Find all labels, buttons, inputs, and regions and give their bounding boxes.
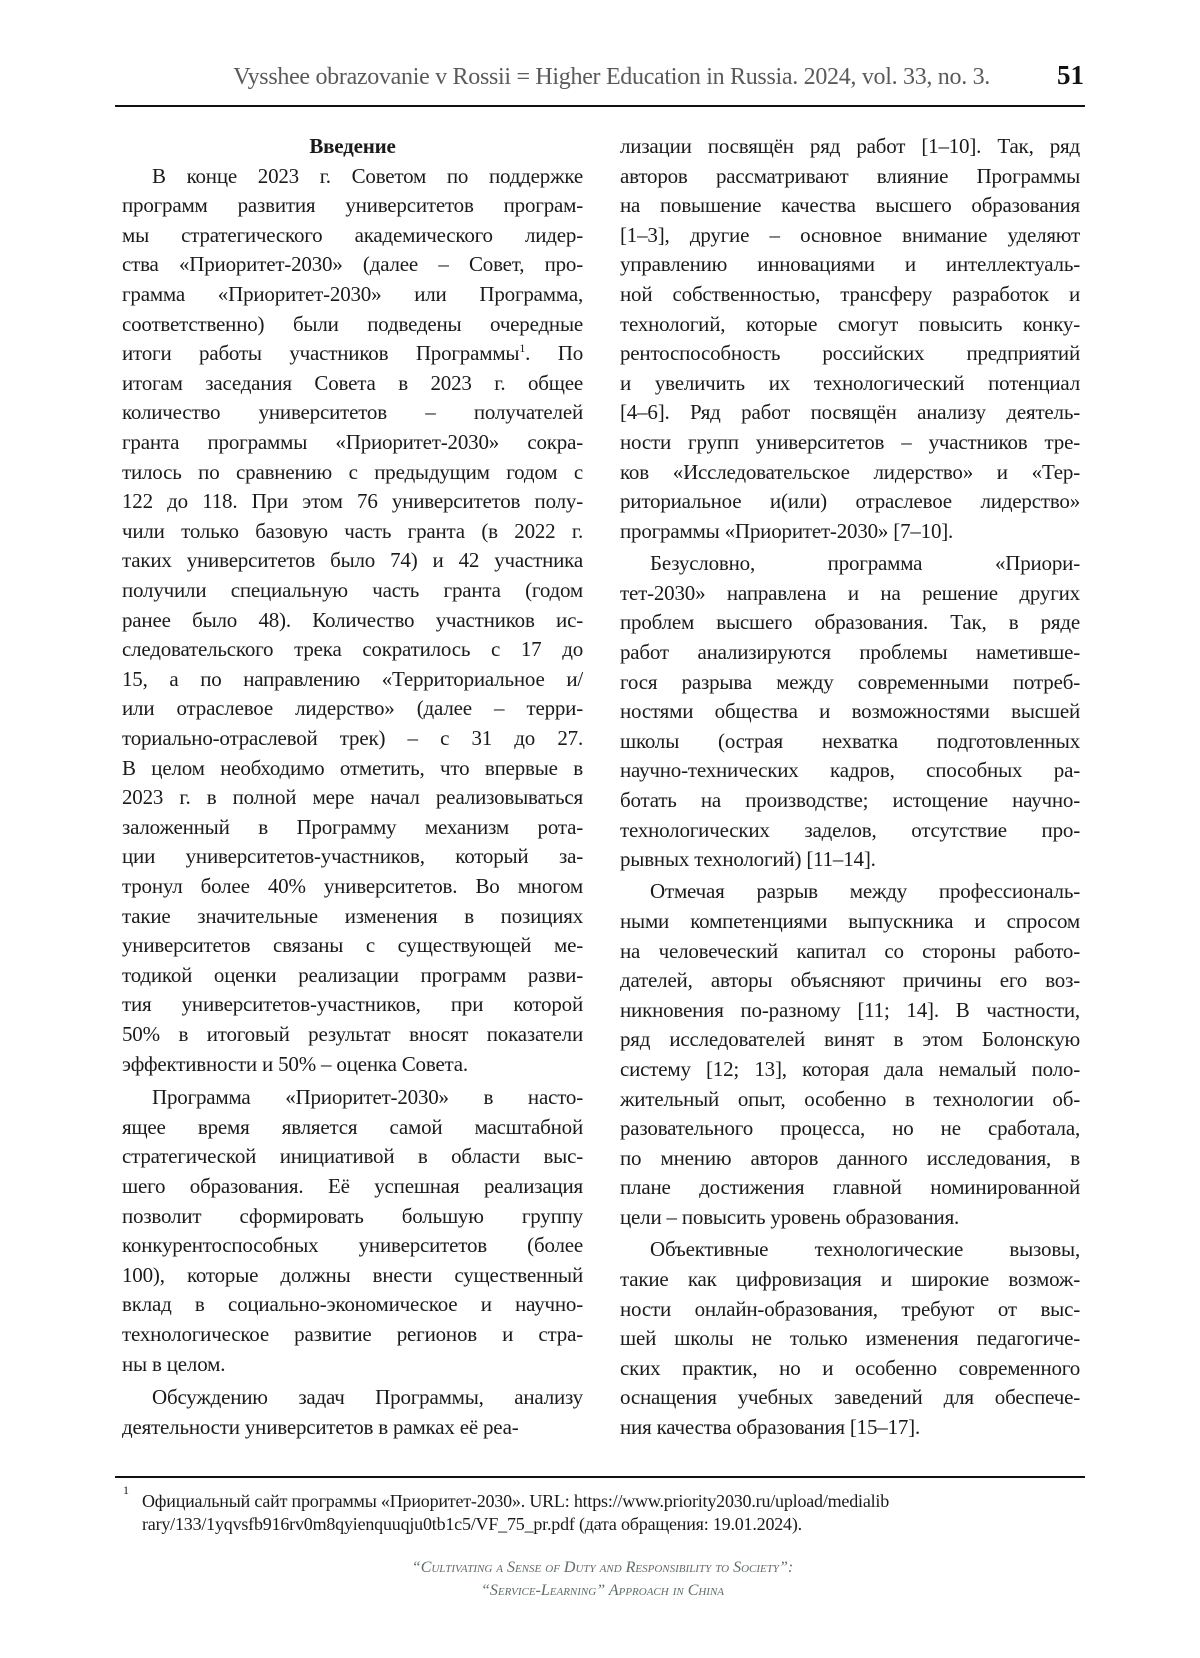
text-line: жительный опыт, особенно в технологии об- [620, 1086, 1080, 1111]
section-heading: Введение [309, 134, 396, 158]
text-line [122, 338, 583, 368]
text-segment: итоги работы участников Программы [122, 341, 520, 366]
text-line: ряд исследователей винят в этом Болонскую [620, 1027, 1080, 1052]
text-line: В целом необходимо отметить, что впервые в [122, 755, 583, 780]
text-line: авторов рассматривают влияние Программы [620, 163, 1080, 188]
text-line: ков «Исследовательское лидерство» и «Тер- [620, 459, 1080, 484]
text-line: школы (острая нехватка подготовленных [620, 728, 1080, 753]
text-line: или отраслевое лидерство» (далее – терри- [122, 696, 583, 721]
text-line: В конце 2023 г. Советом по поддержке [152, 163, 583, 188]
text-line: систему [12; 13], которая дала немалый поло- [620, 1057, 1080, 1081]
text-line: никновения по-разному [11; 14]. В частности, [620, 997, 1080, 1022]
text-line: [4–6]. Ряд работ посвящён анализу деятель- [620, 400, 1080, 425]
text-line: количество университетов – получателей [122, 400, 583, 425]
text-line: конкурентоспособных университетов (более [122, 1233, 583, 1258]
text-line: соответственно) были подведены очередные [122, 311, 583, 336]
text-line: Безусловно, программа «Приори- [650, 551, 1080, 576]
text-line: ности групп университетов – участников тре- [620, 430, 1080, 454]
text-line: мы стратегического академического лидер- [122, 222, 583, 247]
text-line: научно-технических кадров, способных ра- [620, 758, 1080, 783]
text-line: тет-2030» направлена и на решение других [620, 580, 1080, 605]
text-line: Обсуждению задач Программы, анализу [152, 1385, 583, 1410]
text-line: тронул более 40% университетов. Во многом [122, 874, 583, 898]
running-title-line: “Cultivating a Sense of Duty and Responsibility to Society”: [411, 1559, 794, 1576]
text-line: работ анализируются проблемы наметивше- [620, 639, 1080, 664]
text-line: эффективности и 50% – оценка Совета. [122, 1051, 468, 1076]
text-line: деятельности университетов в рамках её реа- [122, 1414, 519, 1439]
text-line: оснащения учебных заведений для обеспече- [620, 1385, 1080, 1410]
text-line: лизации посвящён ряд работ [1–10]. Так, ряд [620, 134, 1080, 158]
text-line: стратегической инициативой в области выс- [122, 1144, 583, 1169]
text-line: дателей, авторы объясняют причины его воз- [620, 968, 1080, 993]
footnote-reference[interactable]: 1 [519, 341, 526, 356]
text-line: рентоспособность российских предприятий [620, 341, 1080, 366]
text-line: [1–3], другие – основное внимание уделяют [620, 222, 1080, 247]
text-line: 100), которые должны внести существенный [122, 1262, 583, 1287]
text-line: ящее время является самой масштабной [122, 1114, 583, 1139]
text-line: рывных технологий) [11–14]. [620, 847, 876, 872]
text-line: чили только базовую часть гранта (в 2022 г. [122, 518, 583, 543]
text-line: ториально-отраслевой трек) – с 31 до 27. [122, 726, 583, 750]
text-line: ции университетов-участников, который за- [122, 844, 583, 869]
text-line: тилось по сравнению с предыдущим годом с [122, 459, 583, 484]
footnote-line: rary/133/1yqvsfb916rv0m8qyienquuqju0tb1c5/VF_75_pr.pdf (дата обращения: 19.01.2024). [142, 1514, 802, 1534]
text-line: плане достижения главной номинированной [620, 1175, 1080, 1200]
text-line: ства «Приоритет-2030» (далее – Совет, про- [122, 252, 583, 277]
text-line: итогам заседания Совета в 2023 г. общее [122, 370, 583, 395]
text-line: ными компетенциями выпускника и спросом [620, 909, 1080, 933]
text-line: шего образования. Её успешная реализация [122, 1174, 583, 1198]
text-line: на повышение качества высшего образования [620, 193, 1080, 218]
text-line: получили специальную часть гранта (годом [122, 578, 583, 602]
running-title-line: “Service-Learning” Approach in China [480, 1582, 725, 1599]
text-line: ботать на производстве; истощение научно- [620, 787, 1080, 812]
text-line: заложенный в Программу механизм рота- [122, 814, 583, 839]
text-line: следовательского трека сократилось с 17 до [122, 637, 583, 662]
text-segment: . По [525, 341, 583, 366]
text-line: гося разрыва между современными потреб- [620, 669, 1080, 694]
text-line: позволит сформировать большую группу [122, 1203, 583, 1228]
text-line: ранее было 48). Количество участников ис- [122, 607, 583, 632]
text-line: гранта программы «Приоритет-2030» сокра- [122, 430, 583, 454]
page-number: 51 [1057, 60, 1084, 90]
text-line: Объективные технологические вызовы, [650, 1237, 1080, 1262]
text-line: такие как цифровизация и широкие возмож- [620, 1266, 1080, 1291]
header-rule [115, 105, 1085, 107]
text-line: университетов связаны с существующей ме- [122, 933, 583, 958]
text-line: ностями общества и возможностями высшей [620, 699, 1080, 724]
text-line: на человеческий капитал со стороны работо- [620, 938, 1080, 963]
text-line: программ развития университетов програм- [122, 193, 583, 218]
text-line: программы «Приоритет-2030» [7–10]. [620, 518, 954, 543]
text-line: шей школы не только изменения педагогиче- [620, 1326, 1080, 1351]
footnote-rule [115, 1476, 1085, 1478]
text-line: 50% в итоговый результат вносят показатели [122, 1022, 583, 1046]
text-line: 122 до 118. При этом 76 университетов полу- [122, 489, 583, 514]
running-header: Vysshee obrazovanie v Rossii = Higher Education in Russia. 2024, vol. 33, no. 3. [233, 64, 990, 90]
footnote-mark: 1 [123, 1483, 129, 1497]
text-line: технологических заделов, отсутствие про- [620, 817, 1080, 842]
text-line: 2023 г. в полной мере начал реализовываться [122, 785, 583, 810]
text-line: ности онлайн-образования, требуют от выс- [620, 1296, 1080, 1321]
text-line: управлению инновациями и интеллектуаль- [620, 252, 1080, 277]
text-line: 15, а по направлению «Территориальное и/ [122, 666, 583, 691]
text-line: технологическое развитие регионов и стра- [122, 1322, 583, 1346]
text-line: вклад в социально-экономическое и научно- [122, 1292, 583, 1317]
footnote-line: Официальный сайт программы «Приоритет-2030». URL: https://www.priority2030.ru/upload/medialib [142, 1491, 890, 1511]
text-line: риториальное и(или) отраслевое лидерство» [620, 489, 1080, 514]
text-line: цели – повысить уровень образования. [620, 1205, 960, 1229]
text-line: тодикой оценки реализации программ разви- [122, 962, 583, 987]
text-line: ной собственностью, трансферу разработок и [620, 282, 1080, 306]
text-line: грамма «Приоритет-2030» или Программа, [122, 282, 583, 306]
text-line: такие значительные изменения в позициях [122, 903, 583, 928]
text-line: Отмечая разрыв между профессиональ- [650, 879, 1080, 904]
text-line: технологий, которые смогут повысить конку- [620, 311, 1080, 336]
text-line: ния качества образования [15–17]. [620, 1414, 921, 1439]
text-line: проблем высшего образования. Так, в ряде [620, 610, 1080, 635]
text-line: Программа «Приоритет-2030» в насто- [152, 1085, 583, 1110]
text-line: таких университетов было 74) и 42 участника [122, 548, 583, 573]
text-line: ны в целом. [122, 1351, 226, 1376]
text-line: тия университетов-участников, при которой [122, 992, 583, 1017]
text-line: разовательного процесса, но не сработала, [620, 1116, 1080, 1141]
text-line: по мнению авторов данного исследования, в [620, 1145, 1080, 1170]
text-line: ских практик, но и особенно современного [620, 1355, 1080, 1380]
text-line: и увеличить их технологический потенциал [620, 370, 1080, 395]
